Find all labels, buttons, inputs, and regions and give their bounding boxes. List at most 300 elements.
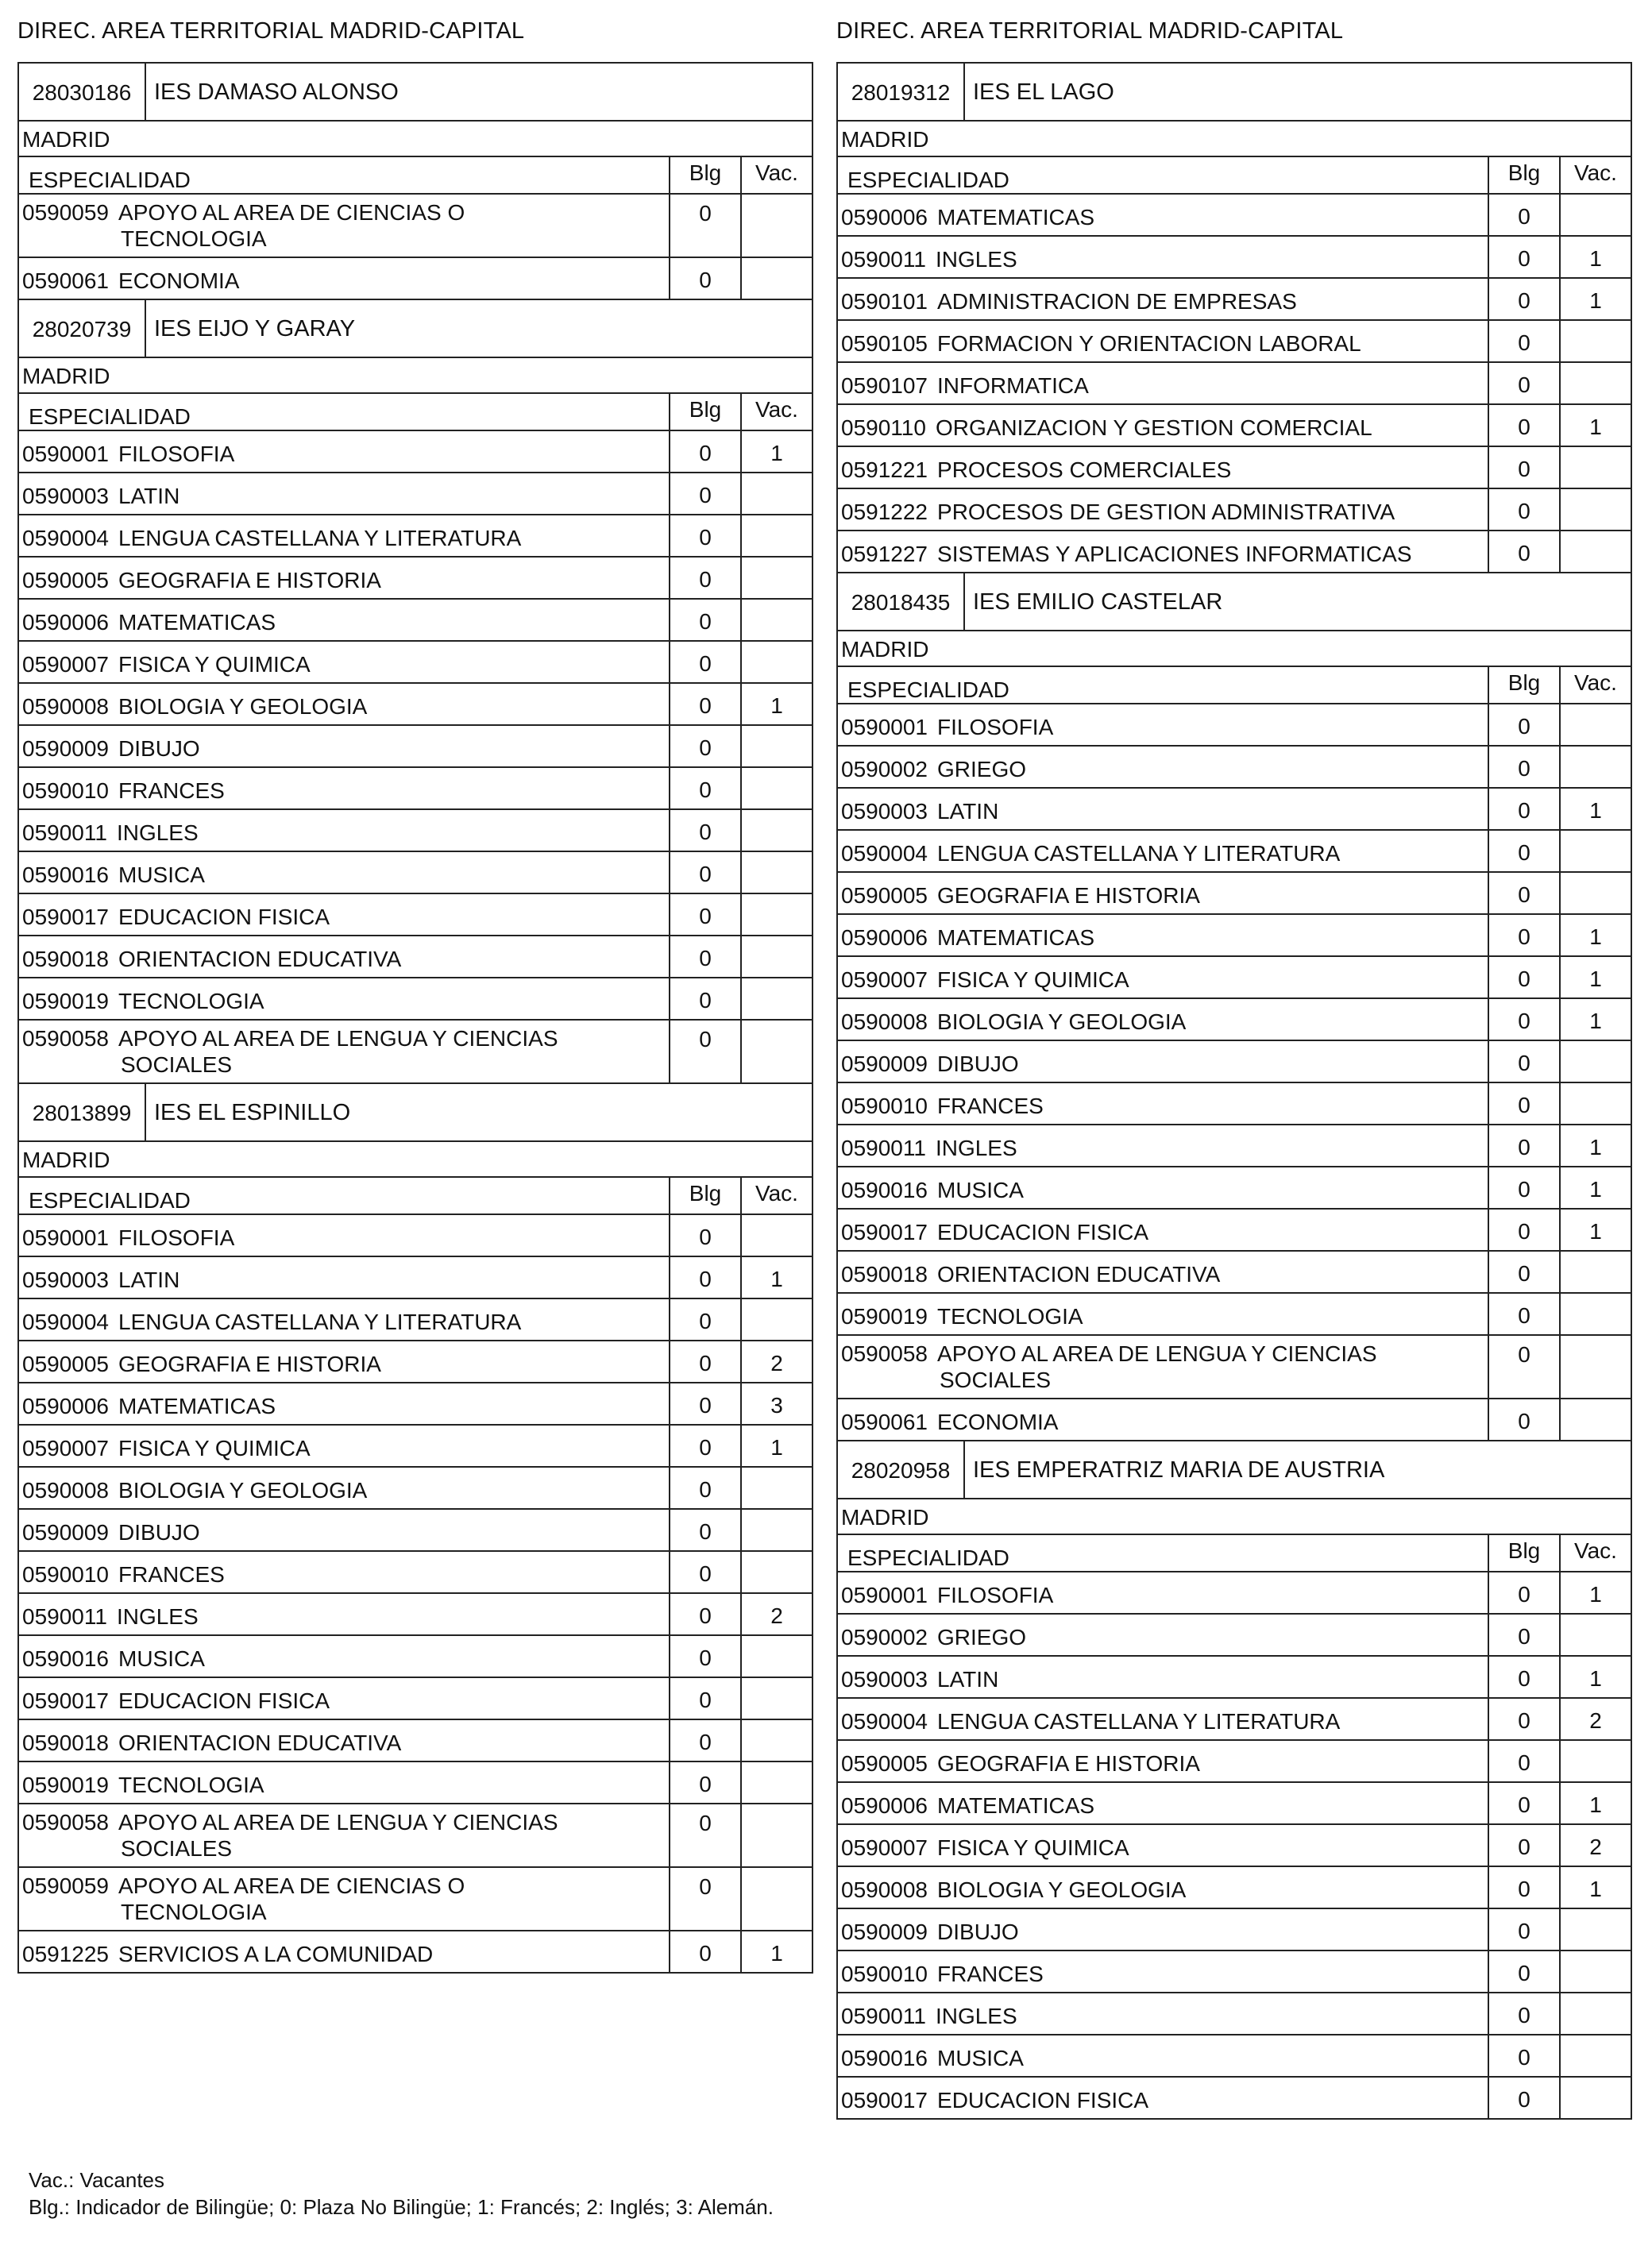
- blg-cell: [670, 852, 742, 893]
- especialidad-name: FRANCES: [937, 1962, 1044, 1986]
- table-row: [19, 1426, 812, 1468]
- blg-value: 0: [699, 1811, 712, 1835]
- vac-cell: [1561, 489, 1631, 530]
- especialidad-text: [22, 268, 239, 294]
- especialidad-cell: [838, 915, 1489, 955]
- blg-value: 0: [1518, 1093, 1530, 1117]
- especialidad-name: MATEMATICAS: [937, 1793, 1095, 1818]
- vac-cell: [1561, 1041, 1631, 1082]
- blg-value: 0: [1518, 1261, 1530, 1286]
- blg-value: 0: [699, 820, 712, 844]
- header-especialidad: ESPECIALIDAD: [19, 394, 670, 430]
- especialidad-text: [841, 1304, 1083, 1329]
- especialidad-name: ECONOMIA: [937, 1410, 1059, 1434]
- especialidad-line: [841, 1877, 1186, 1902]
- table-row: [19, 852, 812, 894]
- especialidad-line: [22, 442, 234, 466]
- especialidad-line: [841, 1751, 1200, 1776]
- table-row: [19, 936, 812, 978]
- blg-cell: [1489, 999, 1561, 1040]
- vac-value: 2: [1589, 1708, 1602, 1733]
- especialidad-name: FILOSOFIA: [118, 1225, 235, 1250]
- blg-value: 0: [699, 1941, 712, 1966]
- especialidad-line: [841, 1304, 1083, 1329]
- especialidad-line: [22, 1873, 465, 1899]
- blg-value: 0: [1518, 457, 1530, 481]
- vac-cell: [742, 195, 812, 257]
- especialidad-name: MUSICA: [118, 862, 205, 887]
- especialidad-text: [22, 199, 465, 252]
- especialidad-code: 0590018: [841, 1262, 928, 1287]
- blg-cell: [1489, 789, 1561, 829]
- blg-cell: [1489, 1083, 1561, 1124]
- blg-cell: [1489, 237, 1561, 277]
- vac-cell: [1561, 1210, 1631, 1250]
- especialidad-cell: [838, 999, 1489, 1040]
- vac-cell: [742, 978, 812, 1019]
- vac-value: 1: [1589, 1009, 1602, 1033]
- city-name: MADRID: [22, 127, 110, 152]
- vac-value: 2: [770, 1351, 783, 1376]
- especialidad-cell: [838, 1252, 1489, 1292]
- especialidad-code: 0590101: [841, 289, 928, 314]
- table-row: [838, 915, 1631, 957]
- vac-value: 2: [770, 1603, 783, 1628]
- especialidad-code: 0590059: [22, 200, 110, 225]
- especialidad-name: MATEMATICAS: [118, 1394, 276, 1418]
- vac-cell: [1561, 1951, 1631, 1992]
- especialidad-line: [22, 1310, 521, 1334]
- table-row: [838, 531, 1631, 573]
- especialidad-text: [841, 799, 998, 824]
- vac-cell: [1561, 831, 1631, 871]
- especialidad-text: [22, 526, 521, 551]
- especialidad-name: APOYO AL AREA DE LENGUA Y CIENCIAS: [118, 1026, 558, 1051]
- especialidad-text: [841, 542, 1412, 567]
- blg-value: 0: [1518, 330, 1530, 355]
- especialidad-text: [22, 1646, 205, 1672]
- especialidad-code: 0590017: [22, 1688, 110, 1713]
- header-vac: Vac.: [1574, 670, 1617, 695]
- vac-value: 1: [770, 1435, 783, 1460]
- vac-cell: [1561, 1336, 1631, 1398]
- table-row: [19, 558, 812, 600]
- especialidad-name: LENGUA CASTELLANA Y LITERATURA: [937, 1709, 1341, 1734]
- especialidad-name: INGLES: [935, 1136, 1017, 1160]
- blg-cell: [1489, 1041, 1561, 1082]
- especialidad-name: SISTEMAS Y APLICACIONES INFORMATICAS: [937, 542, 1412, 566]
- especialidad-text: [22, 610, 276, 635]
- especialidad-cell: [838, 2035, 1489, 2076]
- especialidad-cell: [19, 473, 670, 514]
- blg-value: 0: [1518, 924, 1530, 949]
- blg-cell: [670, 1804, 742, 1866]
- especialidad-name: FILOSOFIA: [937, 715, 1054, 739]
- table-row: [838, 1252, 1631, 1294]
- column-header-row: [19, 157, 812, 195]
- especialidad-line: [841, 247, 1017, 272]
- school-table: [836, 62, 1632, 2120]
- especialidad-cell: [19, 1762, 670, 1803]
- blg-value: 0: [1518, 1342, 1530, 1367]
- vac-value: 1: [1589, 924, 1602, 949]
- vac-cell: [742, 768, 812, 808]
- especialidad-name: FISICA Y QUIMICA: [118, 1436, 311, 1460]
- blg-value: 0: [1518, 2087, 1530, 2112]
- especialidad-code: 0590016: [841, 2046, 928, 2070]
- table-row: [19, 1804, 812, 1868]
- vac-cell: [742, 1552, 812, 1592]
- table-row: [838, 1909, 1631, 1951]
- especialidad-line: [22, 694, 367, 719]
- vac-value: 2: [1589, 1835, 1602, 1859]
- vac-cell: [742, 1636, 812, 1677]
- especialidad-name: ECONOMIA: [118, 268, 240, 293]
- especialidad-name: LATIN: [937, 799, 999, 824]
- vac-cell: [1561, 279, 1631, 319]
- especialidad-code: 0590005: [22, 1352, 110, 1376]
- blg-cell: [1489, 1909, 1561, 1950]
- blg-value: 0: [699, 483, 712, 507]
- column-header-row: [19, 394, 812, 431]
- vac-value: 1: [1589, 798, 1602, 823]
- especialidad-line: [841, 1625, 1026, 1650]
- blg-value: 0: [699, 1225, 712, 1249]
- blg-cell: [1489, 915, 1561, 955]
- vac-value: 1: [1589, 246, 1602, 271]
- blg-value: 0: [699, 1874, 712, 1899]
- blg-cell: [1489, 1951, 1561, 1992]
- blg-value: 0: [699, 1477, 712, 1502]
- header-blg: Blg: [670, 1178, 742, 1214]
- header-especialidad: ESPECIALIDAD: [838, 157, 1489, 193]
- header-especialidad: ESPECIALIDAD: [838, 667, 1489, 703]
- especialidad-text: [22, 1688, 330, 1714]
- especialidad-line: [22, 1436, 311, 1460]
- school-name: IES EL LAGO: [973, 79, 1114, 105]
- especialidad-code: 0590058: [841, 1341, 928, 1366]
- especialidad-text: [841, 967, 1129, 993]
- blg-value: 0: [699, 693, 712, 718]
- especialidad-line: [22, 1731, 401, 1755]
- especialidad-line: [22, 652, 311, 677]
- especialidad-text: [22, 1268, 179, 1293]
- header-vac: Vac.: [755, 160, 798, 185]
- blg-value: 0: [1518, 967, 1530, 991]
- especialidad-code: 0590003: [841, 799, 928, 824]
- vac-cell: [742, 810, 812, 851]
- blg-value: 0: [1518, 1303, 1530, 1328]
- header-blg: Blg: [670, 157, 742, 193]
- blg-cell: [670, 515, 742, 556]
- table-row: [838, 1825, 1631, 1867]
- especialidad-code: 0590009: [841, 1051, 928, 1076]
- school-code: 28019312: [838, 64, 965, 120]
- especialidad-name: DIBUJO: [118, 1520, 200, 1545]
- especialidad-cell: [838, 1993, 1489, 2034]
- blg-cell: [670, 642, 742, 682]
- blg-cell: [1489, 2078, 1561, 2118]
- especialidad-code: 0590010: [841, 1094, 928, 1118]
- city-name: MADRID: [841, 1505, 929, 1530]
- blg-value: 0: [699, 1688, 712, 1712]
- especialidad-cell: [838, 279, 1489, 319]
- especialidad-code: 0591227: [841, 542, 928, 566]
- especialidad-name: MATEMATICAS: [937, 925, 1095, 950]
- especialidad-code: 0590018: [22, 1731, 110, 1755]
- blg-value: 0: [1518, 1582, 1530, 1607]
- table-row: [838, 1699, 1631, 1741]
- vac-cell: [742, 1341, 812, 1382]
- especialidad-code: 0590010: [22, 778, 110, 803]
- especialidad-line: [841, 757, 1026, 781]
- especialidad-code: 0590019: [841, 1304, 928, 1329]
- especialidad-code: 0590010: [841, 1962, 928, 1986]
- vac-cell: [1561, 1083, 1631, 1124]
- blg-value: 0: [1518, 1009, 1530, 1033]
- vac-cell: [1561, 2035, 1631, 2076]
- especialidad-line: [841, 373, 1089, 398]
- blg-cell: [1489, 1741, 1561, 1781]
- blg-value: 0: [1518, 1750, 1530, 1775]
- especialidad-code: 0591222: [841, 500, 928, 524]
- blg-cell: [1489, 1167, 1561, 1208]
- vac-cell: [1561, 1167, 1631, 1208]
- city-name: MADRID: [841, 127, 929, 152]
- especialidad-code: 0590009: [841, 1920, 928, 1944]
- especialidad-cell: [19, 810, 670, 851]
- especialidad-name: SERVICIOS A LA COMUNIDAD: [118, 1942, 434, 1966]
- blg-value: 0: [699, 567, 712, 592]
- blg-value: 0: [1518, 2003, 1530, 2028]
- header-blg: Blg: [1489, 1535, 1561, 1571]
- especialidad-code: 0590110: [841, 415, 926, 440]
- vac-cell: [742, 431, 812, 472]
- vac-cell: [1561, 704, 1631, 745]
- especialidad-cell: [19, 1299, 670, 1340]
- blg-value: 0: [1518, 204, 1530, 229]
- blg-cell: [1489, 405, 1561, 446]
- vac-value: 1: [1589, 1666, 1602, 1691]
- table-row: [838, 1572, 1631, 1615]
- table-row: [838, 831, 1631, 873]
- especialidad-text: [22, 736, 200, 762]
- especialidad-text: [22, 1025, 558, 1078]
- especialidad-line: [841, 2004, 1017, 2028]
- blg-cell: [670, 1257, 742, 1298]
- especialidad-line: [841, 715, 1053, 739]
- header-blg: Blg: [670, 394, 742, 430]
- especialidad-name-cont: SOCIALES: [121, 1052, 233, 1077]
- especialidad-cell: [19, 852, 670, 893]
- especialidad-cell: [838, 831, 1489, 871]
- city-name: MADRID: [22, 1148, 110, 1172]
- especialidad-line: [22, 1942, 433, 1966]
- especialidad-name: INGLES: [116, 1604, 199, 1629]
- blg-cell: [1489, 321, 1561, 361]
- especialidad-cell: [838, 873, 1489, 913]
- vac-cell: [742, 1720, 812, 1761]
- especialidad-line: [841, 1920, 1019, 1944]
- especialidad-line: [22, 610, 276, 635]
- blg-cell: [670, 1341, 742, 1382]
- especialidad-line: [841, 1051, 1019, 1076]
- especialidad-line: [22, 1562, 225, 1587]
- especialidad-name: FRANCES: [937, 1094, 1044, 1118]
- blg-value: 0: [699, 1519, 712, 1544]
- especialidad-line: [841, 1583, 1053, 1607]
- school-code: 28020958: [838, 1441, 965, 1498]
- especialidad-line: [22, 1604, 199, 1629]
- header-vac: Vac.: [1574, 1538, 1617, 1563]
- blg-cell: [1489, 1252, 1561, 1292]
- especialidad-code: 0591225: [22, 1942, 110, 1966]
- blg-value: 0: [699, 1027, 712, 1051]
- table-row: [19, 1257, 812, 1299]
- especialidad-text: [841, 1835, 1129, 1861]
- especialidad-line: [22, 1688, 330, 1713]
- blg-value: 0: [1518, 714, 1530, 739]
- blg-cell: [670, 1594, 742, 1634]
- blg-cell: [1489, 1699, 1561, 1739]
- vac-cell: [742, 1510, 812, 1550]
- vac-cell: [1561, 237, 1631, 277]
- especialidad-text: [841, 1094, 1044, 1119]
- especialidad-name-cont: TECNOLOGIA: [121, 1900, 267, 1924]
- especialidad-cell: [838, 789, 1489, 829]
- blg-value: 0: [699, 904, 712, 928]
- especialidad-name: EDUCACION FISICA: [118, 905, 330, 929]
- vac-cell: [1561, 1783, 1631, 1823]
- column-header: DIREC. AREA TERRITORIAL MADRID-CAPITAL: [836, 18, 1344, 44]
- vac-cell: [742, 1931, 812, 1972]
- vac-value: 3: [770, 1393, 783, 1418]
- blg-cell: [1489, 1867, 1561, 1908]
- especialidad-name: BIOLOGIA Y GEOLOGIA: [937, 1877, 1187, 1902]
- vac-cell: [742, 1383, 812, 1424]
- especialidad-code: 0590001: [22, 442, 110, 466]
- especialidad-text: [22, 1478, 367, 1503]
- vac-cell: [742, 852, 812, 893]
- blg-cell: [670, 431, 742, 472]
- blg-value: 0: [699, 1730, 712, 1754]
- blg-cell: [1489, 1825, 1561, 1866]
- especialidad-code: 0590007: [22, 1436, 110, 1460]
- vac-cell: [1561, 321, 1631, 361]
- especialidad-text: [22, 694, 367, 720]
- column-header-row: [838, 1535, 1631, 1572]
- especialidad-name: MATEMATICAS: [937, 205, 1095, 230]
- especialidad-name: ORIENTACION EDUCATIVA: [118, 1731, 402, 1755]
- especialidad-text: [22, 442, 234, 467]
- header-vac: Vac.: [755, 1181, 798, 1206]
- especialidad-name: ORGANIZACION Y GESTION COMERCIAL: [935, 415, 1372, 440]
- vac-cell: [1561, 957, 1631, 997]
- blg-value: 0: [1518, 1051, 1530, 1075]
- especialidad-text: [841, 2088, 1148, 2113]
- especialidad-line: [841, 841, 1340, 866]
- table-row: [838, 1125, 1631, 1167]
- blg-cell: [670, 1931, 742, 1972]
- vac-cell: [1561, 363, 1631, 403]
- especialidad-cell: [838, 1572, 1489, 1613]
- especialidad-code: 0590017: [22, 905, 110, 929]
- vac-cell: [1561, 789, 1631, 829]
- vac-cell: [742, 1594, 812, 1634]
- especialidad-text: [22, 568, 381, 593]
- especialidad-name: APOYO AL AREA DE LENGUA Y CIENCIAS: [118, 1810, 558, 1835]
- especialidad-line: [22, 905, 330, 929]
- blg-value: 0: [1518, 1177, 1530, 1202]
- especialidad-text: [841, 1667, 998, 1692]
- especialidad-code: 0590017: [841, 1220, 928, 1244]
- especialidad-name: BIOLOGIA Y GEOLOGIA: [937, 1009, 1187, 1034]
- blg-cell: [670, 1215, 742, 1256]
- especialidad-text: [22, 947, 401, 972]
- table-row: [838, 1294, 1631, 1336]
- school-code: 28020739: [19, 300, 146, 357]
- especialidad-line: [22, 778, 225, 803]
- especialidad-line: [22, 1352, 381, 1376]
- especialidad-cell: [19, 558, 670, 598]
- especialidad-line: [841, 1793, 1094, 1818]
- vac-value: 1: [1589, 1135, 1602, 1160]
- blg-value: 0: [1518, 882, 1530, 907]
- especialidad-cell: [19, 1426, 670, 1466]
- vac-cell: [742, 726, 812, 766]
- especialidad-text: [841, 457, 1231, 483]
- especialidad-cell: [19, 726, 670, 766]
- table-row: [19, 1931, 812, 1974]
- table-row: [19, 473, 812, 515]
- especialidad-line: [22, 947, 401, 971]
- blg-cell: [670, 600, 742, 640]
- especialidad-cell: [19, 1552, 670, 1592]
- especialidad-code: 0590004: [841, 841, 928, 866]
- vac-cell: [1561, 999, 1631, 1040]
- table-row: [19, 431, 812, 473]
- table-row: [838, 405, 1631, 447]
- vac-cell: [742, 515, 812, 556]
- blg-cell: [1489, 704, 1561, 745]
- especialidad-code: 0590059: [22, 1873, 110, 1898]
- blg-value: 0: [1518, 1624, 1530, 1649]
- especialidad-name: DIBUJO: [937, 1920, 1019, 1944]
- vac-cell: [1561, 747, 1631, 787]
- right-column: [836, 0, 1632, 2120]
- city-name: MADRID: [22, 364, 110, 388]
- especialidad-name: APOYO AL AREA DE CIENCIAS O: [118, 1873, 465, 1898]
- especialidad-name: LATIN: [118, 484, 180, 508]
- especialidad-code: 0590058: [22, 1026, 110, 1051]
- blg-cell: [1489, 279, 1561, 319]
- especialidad-code: 0590011: [22, 1604, 107, 1629]
- vac-value: 1: [1589, 1177, 1602, 1202]
- especialidad-code: 0590016: [22, 1646, 110, 1671]
- especialidad-text: [22, 1809, 558, 1862]
- table-row: [838, 321, 1631, 363]
- table-row: [19, 1636, 812, 1678]
- blg-cell: [670, 1720, 742, 1761]
- blg-value: 0: [699, 1309, 712, 1333]
- especialidad-text: [22, 1873, 465, 1925]
- especialidad-cell: [838, 957, 1489, 997]
- especialidad-name: FILOSOFIA: [937, 1583, 1054, 1607]
- blg-value: 0: [1518, 1135, 1530, 1160]
- especialidad-name: ORIENTACION EDUCATIVA: [937, 1262, 1221, 1287]
- especialidad-line: [22, 1478, 367, 1503]
- vac-cell: [742, 1804, 812, 1866]
